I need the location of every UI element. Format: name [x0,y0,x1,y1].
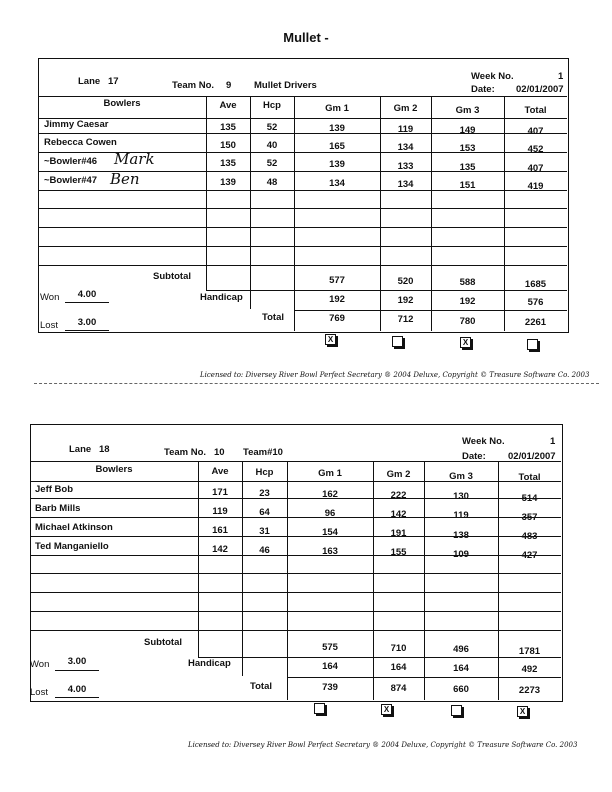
total-gm2: 712 [397,314,414,325]
col-ave: Ave [211,466,229,477]
col-hcp: Hcp [255,467,274,478]
grid-line [30,461,561,462]
handicap-label: Handicap [188,658,231,669]
won-value: 4.00 [77,289,97,300]
bowler-name: Rebecca Cowen [44,137,117,148]
total-total: 2273 [518,685,541,696]
handicap-gm3: 164 [453,663,469,674]
team-name: Mullet Drivers [254,80,317,91]
bowler-ave: 171 [212,487,228,498]
grid-line [30,481,561,482]
license-text: Licensed to: Diversey River Bowl Perfect Secretary ® 2004 Deluxe, Copyright © Treasure Software Co. 2003 [188,741,578,749]
won-value: 3.00 [67,656,87,667]
bowler-gm2: 155 [390,547,407,558]
handicap-gm3: 192 [459,296,476,307]
bowler-hcp: 40 [266,140,278,151]
bowler-gm3: 138 [453,530,469,541]
subtotal-gm3: 496 [453,644,469,655]
handicap-label: Handicap [200,292,243,303]
bowler-gm3: 119 [453,510,469,521]
week-number: 1 [558,71,564,82]
lane-label: Lane [78,76,101,87]
grid-line [30,630,561,631]
bowler-gm2: 142 [390,509,407,520]
bowler-gm3: 149 [459,125,476,136]
team-no-label: Team No. [164,447,207,458]
bowler-hcp: 46 [259,545,270,556]
bowler-ave: 119 [212,506,228,517]
date-value: 02/01/2007 [516,84,564,95]
col-gm1: Gm 1 [318,468,342,479]
date-value: 02/01/2007 [508,451,556,462]
total-label: Total [250,681,272,692]
bowler-gm3: 130 [453,491,469,502]
bowler-total: 407 [527,126,544,137]
col-gm2: Gm 2 [393,103,418,114]
bowler-total: 483 [521,531,538,542]
bowler-gm3: 109 [453,549,469,560]
bowler-gm2: 133 [397,161,414,172]
col-hcp: Hcp [263,100,281,111]
handicap-gm2: 192 [397,295,414,306]
game1-checkbox[interactable]: X [325,334,336,345]
total-gm3: 660 [453,684,469,695]
total-gm2: 874 [390,683,407,694]
lost-value: 3.00 [77,317,97,328]
game2-checkbox[interactable]: X [381,704,392,715]
handicap-gm2: 164 [390,662,407,673]
col-gm3: Gm 3 [449,471,473,482]
grid-line [198,657,561,658]
bowler-gm2: 119 [397,124,414,135]
bowler-name: Barb Mills [35,503,81,514]
bowler-name: Jeff Bob [35,484,73,495]
bowler-total: 514 [521,493,538,504]
col-gm2: Gm 2 [386,469,411,480]
team-no-label: Team No. [172,80,215,91]
lost-label: Lost [40,320,58,331]
handicap-gm1: 192 [329,294,345,305]
bowler-gm3: 153 [459,143,476,154]
bowler-hcp: 48 [266,177,278,188]
bowler-gm1: 162 [322,489,338,500]
lane-number: 17 [108,76,119,87]
bowler-hcp: 23 [259,488,270,499]
bowler-hcp: 64 [259,507,270,518]
subtotal-label: Subtotal [144,637,182,648]
team-name: Team#10 [243,447,283,458]
bowler-total: 452 [527,144,544,155]
handicap-gm1: 164 [322,661,338,672]
bowler-name: Jimmy Caesar [44,119,109,130]
bowler-gm1: 139 [329,159,345,170]
col-gm1: Gm 1 [325,103,349,114]
bowler-gm1: 154 [322,527,338,538]
bowler-gm2: 191 [390,528,407,539]
bowler-ave: 135 [220,122,236,133]
lane-label: Lane [69,444,92,455]
bowler-gm2: 134 [397,179,414,190]
lost-underline [55,697,99,698]
bowler-ave: 139 [220,177,236,188]
lost-value: 4.00 [67,684,87,695]
bowler-ave: 150 [220,140,236,151]
won-label: Won [40,292,60,303]
col-gm3: Gm 3 [455,105,480,116]
bowler-gm1: 134 [329,178,345,189]
game3-checkbox[interactable]: X [460,337,471,348]
subtotal-total: 1685 [524,279,547,290]
week-no-label: Week No. [462,436,505,447]
page-title: Mullet - [283,30,329,45]
bowler-gm3: 151 [459,180,476,191]
subtotal-gm1: 575 [322,642,338,653]
subtotal-gm1: 577 [329,275,345,286]
bowler-gm1: 139 [329,123,345,134]
game3-checkbox[interactable] [451,705,462,716]
won-label: Won [30,659,50,670]
bowler-gm3: 135 [459,162,476,173]
bowler-hcp: 52 [266,158,278,169]
subtotal-gm2: 520 [397,276,414,287]
handwritten-name: Ben [110,170,140,188]
week-no-label: Week No. [471,71,514,82]
date-label: Date: [462,451,486,462]
handwritten-name: Mark [114,150,155,168]
total-label: Total [262,312,284,323]
total-gm3: 780 [459,316,476,327]
bowler-ave: 142 [212,544,228,555]
grid-line [30,573,561,574]
subtotal-label: Subtotal [153,271,191,282]
license-text: Licensed to: Diversey River Bowl Perfect Secretary ® 2004 Deluxe, Copyright © Treasure Software Co. 2003 [200,371,590,379]
game1-checkbox[interactable] [314,703,325,714]
total-checkbox[interactable]: X [517,706,528,717]
lost-label: Lost [30,687,48,698]
col-bowlers: Bowlers [95,464,133,475]
total-gm1: 739 [322,682,338,693]
subtotal-total: 1781 [518,646,541,657]
handicap-total: 492 [521,664,538,675]
bowler-total: 407 [527,163,544,174]
subtotal-gm3: 588 [459,277,476,288]
total-total: 2261 [524,317,547,328]
bowler-gm1: 96 [324,508,336,519]
bowler-gm1: 163 [322,546,338,557]
bowler-gm2: 222 [390,490,407,501]
bowler-name: ~Bowler#46 [44,156,98,167]
week-number: 1 [550,436,556,447]
bowler-gm2: 134 [397,142,414,153]
bowler-total: 357 [521,512,538,523]
bowler-gm1: 165 [329,141,345,152]
col-total: Total [518,472,541,483]
date-label: Date: [471,84,495,95]
bowler-name: Ted Manganiello [35,541,109,552]
team-number: 9 [226,80,232,91]
bowler-name: Michael Atkinson [35,522,113,533]
handicap-total: 576 [527,297,544,308]
won-underline [55,670,99,671]
grid-line [30,592,561,593]
bowler-ave: 161 [212,525,228,536]
bowler-name: ~Bowler#47 [44,175,98,186]
team-number: 10 [214,447,225,458]
col-ave: Ave [219,100,237,111]
bowler-total: 427 [521,550,538,561]
bowler-hcp: 31 [259,526,270,537]
bowler-total: 419 [527,181,544,192]
lane-number: 18 [99,444,110,455]
col-total: Total [524,105,547,116]
col-bowlers: Bowlers [103,98,141,109]
grid-line [30,611,561,612]
bowler-ave: 135 [220,158,236,169]
subtotal-gm2: 710 [390,643,407,654]
total-gm1: 769 [329,313,345,324]
bowler-hcp: 52 [266,122,278,133]
